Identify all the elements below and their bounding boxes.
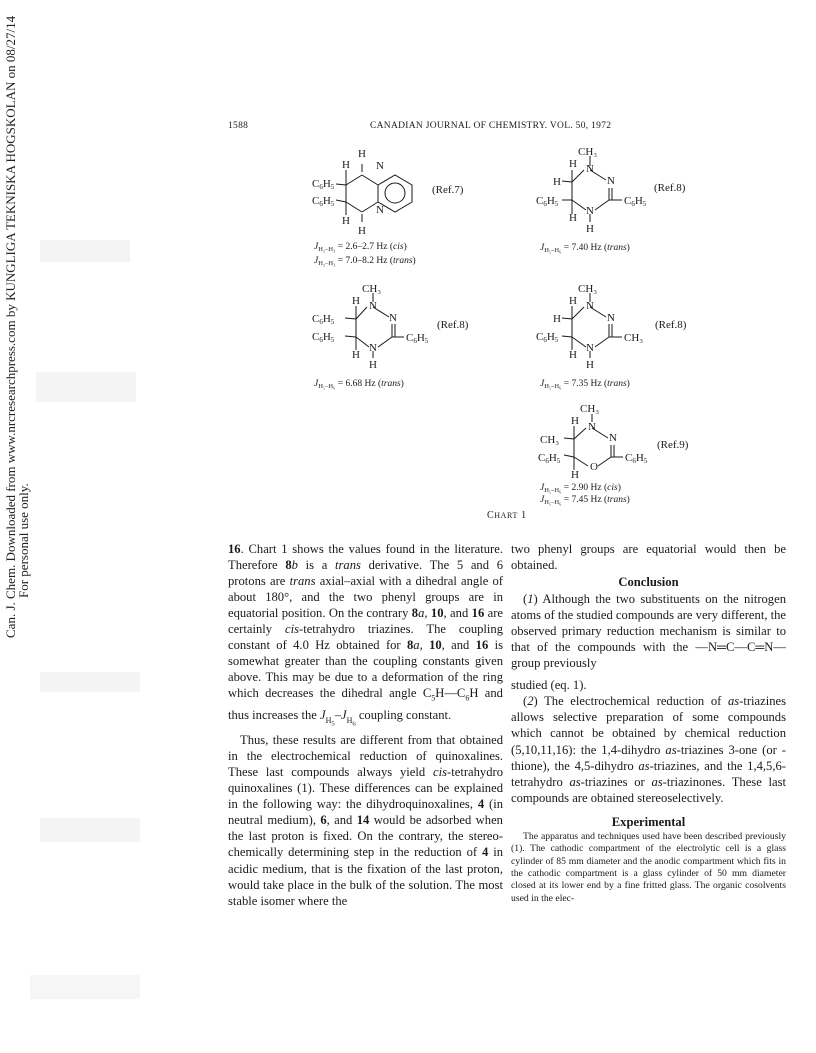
- svg-text:CH₃: CH₃: [540, 434, 560, 446]
- svg-text:N: N: [586, 300, 594, 312]
- conclusion-heading: Conclusion: [618, 575, 679, 590]
- svg-text:H: H: [553, 176, 561, 188]
- journal-title: CANADIAN JOURNAL OF CHEMISTRY. VOL. 50, 1972: [370, 121, 612, 131]
- svg-text:N: N: [369, 300, 377, 312]
- svg-text:H: H: [369, 359, 377, 371]
- svg-text:O: O: [590, 461, 598, 473]
- svg-text:H: H: [586, 223, 594, 235]
- paragraph-continuation: two phenyl groups are equatorial would then be obtained.: [511, 542, 786, 573]
- svg-text:C6H5: C6H5: [312, 313, 335, 326]
- svg-text:JH₂–H₃ = 7.0–8.2 Hz (trans): $J_{H_2-H_3} = 7.0-8.2$ Hz (trans): [314, 256, 416, 267]
- svg-text:H: H: [352, 349, 360, 361]
- paragraph-quinoxalines: Thus, these results are different from that obtained in the electrochemical reduction of quinoxalines. These last compounds always yield cis-tetrahydro quinoxalines (1). These differences can be explained in the following way: the dihydroquinoxalines, 4 (in neutral medium), 6, and 14 would be adsorbed when the last proton is fixed. On the contrary, the stereo-chemically determining step in the reduction of 4 in acidic medium, that is the fixation of the last proton, would take place in the bulk of the solution. The most stable isomer where the: [228, 733, 504, 908]
- svg-text:H: H: [571, 469, 579, 481]
- conclusion-point-1-end: studied (eq. 1).: [511, 678, 587, 693]
- right-column: [511, 541, 786, 905]
- conclusion-point-2: (2) The electrochemical reduction of as-triazines allows selective preparation of some compounds which cannot be obtained by chemical reduction (5,10,11,16): the 1,4-dihydro as-triazines 3-one (or -thione), the 4,5-dihydro as-triazines, and the 1,4,5,6-tetrahydro as-triazines or as-triazinones. These last compounds are obtained stereoselectively.: [511, 694, 786, 805]
- svg-text:C6H5: C6H5: [536, 195, 559, 208]
- svg-text:N: N: [609, 432, 617, 444]
- svg-text:N: N: [369, 342, 377, 354]
- experimental-heading: Experimental: [611, 814, 686, 829]
- svg-text:N: N: [586, 205, 594, 217]
- svg-text:(Ref.8): (Ref.8): [655, 319, 687, 331]
- svg-text:C6H5: C6H5: [624, 195, 647, 208]
- svg-text:C6H5: C6H5: [538, 452, 561, 465]
- svg-text:JH₂–H₃ = 2.6–2.7 Hz (cis): $J_{H_2-H_3} = 2.6-2.7$ Hz (cis): [314, 242, 407, 253]
- svg-text:C6H5: C6H5: [312, 331, 335, 344]
- svg-text:H: H: [342, 215, 350, 227]
- svg-text:CH₃: CH₃: [578, 146, 598, 158]
- structure-1: [336, 164, 412, 222]
- svg-text:C6H5: C6H5: [312, 178, 335, 191]
- left-column: [228, 541, 503, 909]
- svg-text:(Ref.8): (Ref.8): [654, 182, 686, 194]
- svg-text:JH₅–H₆ = 7.35 Hz (trans): $J_{H_5-H_6} = 7.35$ Hz (trans): [540, 379, 630, 390]
- svg-text:H: H: [569, 349, 577, 361]
- watermark-line-1: Can. J. Chem. Downloaded from www.nrcresearchpress.com by KUNGLIGA TEKNISKA HOGSKOLAN on 08/27/14: [3, 15, 18, 638]
- svg-text:N: N: [586, 342, 594, 354]
- svg-text:H: H: [569, 212, 577, 224]
- svg-text:C6H5: C6H5: [536, 331, 559, 344]
- ref-label-1: (Ref.7): [432, 184, 464, 196]
- svg-text:C6H5: C6H5: [406, 332, 429, 345]
- svg-text:JH₅–H₆ = 7.40 Hz (trans): $J_{H_5-H_6} = 7.40$ Hz (trans): [540, 243, 630, 254]
- svg-text:H: H: [569, 295, 577, 307]
- paragraph-chart-discussion: 16. Chart 1 shows the values found in the literature. Therefore 8b is a trans derivative. The 5 and 6 protons are trans axial–axial with a dihedral angle of about 180°, and the two phenyl groups are in equatorial position. On the contrary 8a, 10, and 16 are certainly cis-tetrahydro triazines. The coupling constant of 4.0 Hz obtained for 8a, 10, and 16 is somewhat greater than the coupling constants given above. This may be due to a deformation of the ring which decreases the dihedral angle $C_5H—C_6H$ and thus increases the $J_{H_5}-J_{H_6}$ coupling constant.: [228, 542, 504, 728]
- svg-text:H: H: [358, 225, 366, 237]
- chart-caption: CHART 1: [487, 510, 527, 521]
- svg-text:H: H: [571, 415, 579, 427]
- conclusion-point-1: (1) Although the two substituents on the nitrogen atoms of the studied compounds are very different, the observed primary reduction mechanism is similar to that of the compounds with the —N═C—C═N— group previously: [511, 592, 787, 671]
- svg-text:N: N: [588, 421, 596, 433]
- svg-text:CH₃: CH₃: [362, 283, 382, 295]
- svg-text:H: H: [553, 313, 561, 325]
- svg-text:N: N: [376, 160, 384, 172]
- svg-text:H: H: [586, 359, 594, 371]
- page-number: 1588: [228, 121, 249, 131]
- svg-text:C6H5: C6H5: [625, 452, 648, 465]
- svg-text:N: N: [607, 175, 615, 187]
- svg-text:N: N: [389, 312, 397, 324]
- svg-text:H: H: [358, 148, 366, 160]
- svg-text:JH₅–H₆ = 7.45 Hz (trans): $J_{H_5-H_6} = 7.45$ Hz (trans): [540, 495, 630, 506]
- svg-text:(Ref.9): (Ref.9): [657, 439, 689, 451]
- svg-text:CH₃: CH₃: [578, 283, 598, 295]
- svg-text:H: H: [342, 159, 350, 171]
- svg-text:N: N: [376, 204, 384, 216]
- svg-text:C6H5: C6H5: [312, 195, 335, 208]
- svg-text:CH₃: CH₃: [580, 403, 600, 415]
- svg-text:N: N: [607, 312, 615, 324]
- svg-text:(Ref.8): (Ref.8): [437, 319, 469, 331]
- experimental-paragraph: The apparatus and techniques used have been described previously (1). The cathodic compartment of the electrolytic cell is a glass cylinder of 85 mm diameter and the anodic compartment which fits in the cathodic compartment is a glass cylinder of 50 mm diameter closed at its lower end by a fine fritted glass. The organic cosolvents used in the elec-: [511, 830, 786, 904]
- watermark-line-2: For personal use only.: [16, 483, 31, 598]
- svg-text:JH₅–H₆ = 6.68 Hz (trans): $J_{H_5-H_6} = 6.68$ Hz (trans): [314, 379, 404, 390]
- svg-text:H: H: [569, 158, 577, 170]
- svg-text:CH₃: CH₃: [624, 332, 644, 344]
- svg-text:JH₅–H₆ = 2.90 Hz (cis): $J_{H_5-H_6} = 2.90$ Hz (cis): [540, 483, 621, 494]
- svg-text:N: N: [586, 163, 594, 175]
- svg-text:H: H: [352, 295, 360, 307]
